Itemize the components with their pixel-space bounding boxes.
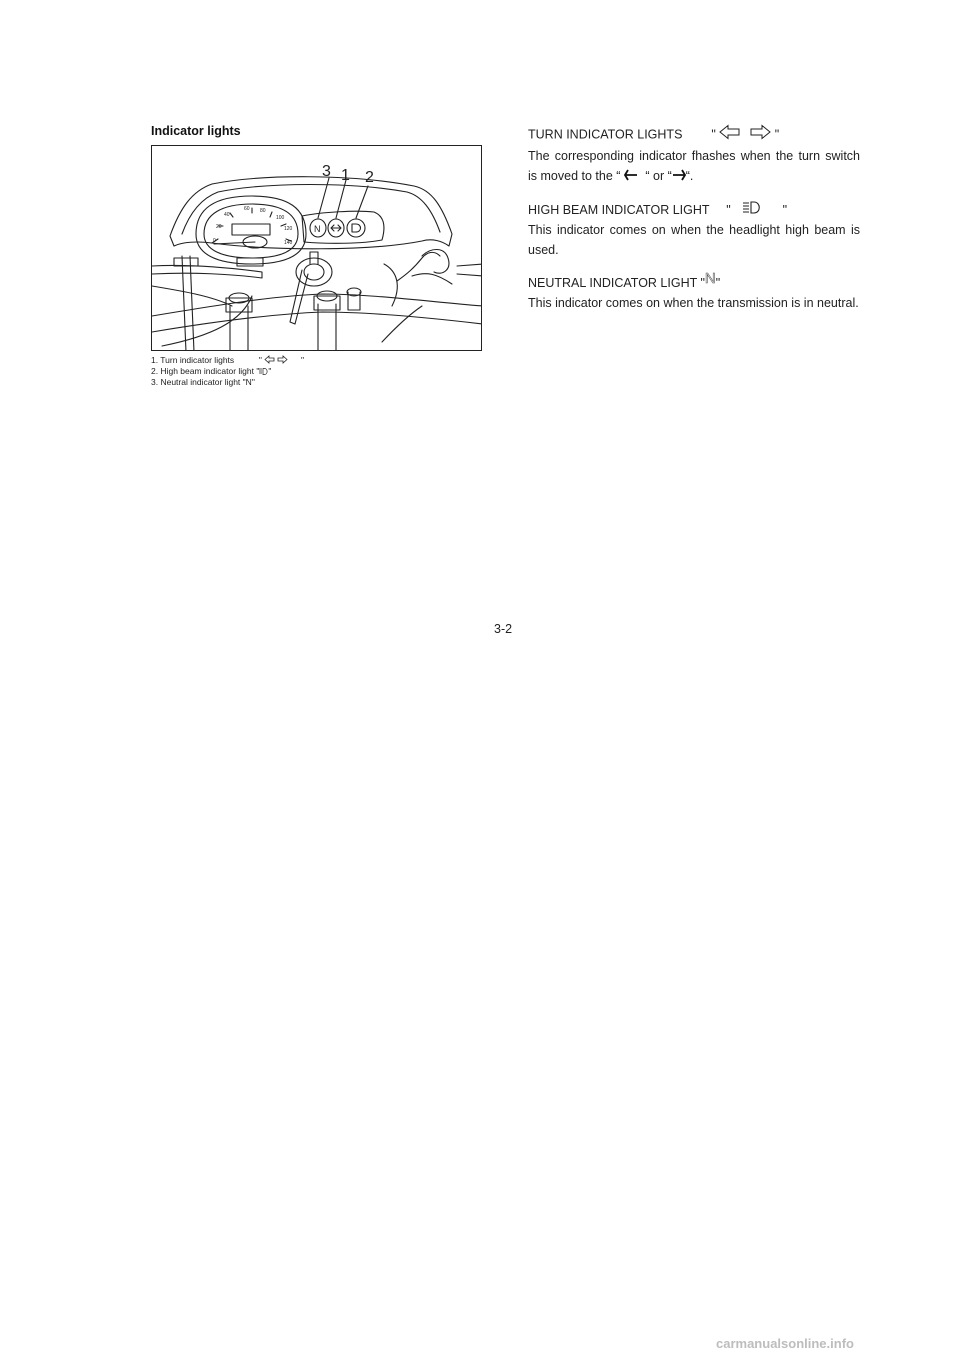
gauge-zero-label: 0 bbox=[213, 238, 216, 244]
high-beam-icon bbox=[742, 200, 762, 220]
gauge-tick-label: 20 bbox=[216, 224, 222, 230]
callout-1: 1 bbox=[341, 167, 350, 184]
high-beam-heading: HIGH BEAM INDICATOR LIGHT " " bbox=[528, 200, 860, 221]
arrow-right-icon bbox=[672, 167, 686, 187]
caption-line-3: 3. Neutral indicator light "N" bbox=[151, 377, 255, 387]
figure-caption bbox=[151, 355, 304, 387]
high-beam-section bbox=[528, 200, 860, 261]
instrument-cluster-figure bbox=[151, 145, 482, 351]
watermark: carmanualsonline.info bbox=[716, 1336, 854, 1351]
high-beam-description: This indicator comes on when the headlight high beam is used. bbox=[528, 223, 860, 258]
caption-line-2: 2. High beam indicator light " " bbox=[151, 366, 272, 377]
turn-indicator-heading: TURN INDICATOR LIGHTS " " bbox=[528, 124, 860, 146]
caption-line-1: 1. Turn indicator lights " " bbox=[151, 355, 305, 365]
instrument-cluster-drawing bbox=[152, 146, 482, 351]
gauge-tick-label: 40 bbox=[224, 212, 230, 218]
neutral-section bbox=[528, 270, 860, 313]
turn-indicator-description: The corresponding indicator fhashes when the turn switch is moved to the “ “ or “ “. bbox=[528, 146, 860, 187]
gauge-tick-label: 140 bbox=[284, 240, 293, 246]
callout-2: 2 bbox=[365, 169, 374, 186]
turn-indicator-icon bbox=[719, 124, 771, 146]
callout-3: 3 bbox=[322, 163, 331, 180]
turn-indicator-section bbox=[528, 124, 860, 187]
right-column bbox=[528, 124, 860, 326]
arrow-left-icon bbox=[624, 167, 642, 187]
neutral-description: This indicator comes on when the transmission is in neutral. bbox=[528, 296, 859, 311]
gauge-tick-label: 120 bbox=[284, 226, 293, 232]
gauge-tick-label: 60 bbox=[244, 206, 250, 212]
turn-indicator-icon bbox=[264, 355, 288, 366]
neutral-heading: NEUTRAL INDICATOR LIGHT "N" bbox=[528, 270, 721, 291]
gauge-tick-label: 100 bbox=[276, 215, 285, 221]
gauge-tick-label: 80 bbox=[260, 208, 266, 214]
section-title: Indicator lights bbox=[151, 124, 241, 138]
page-number: 3-2 bbox=[494, 622, 513, 636]
neutral-indicator-glyph: N bbox=[314, 224, 321, 234]
neutral-icon: N bbox=[704, 270, 716, 288]
